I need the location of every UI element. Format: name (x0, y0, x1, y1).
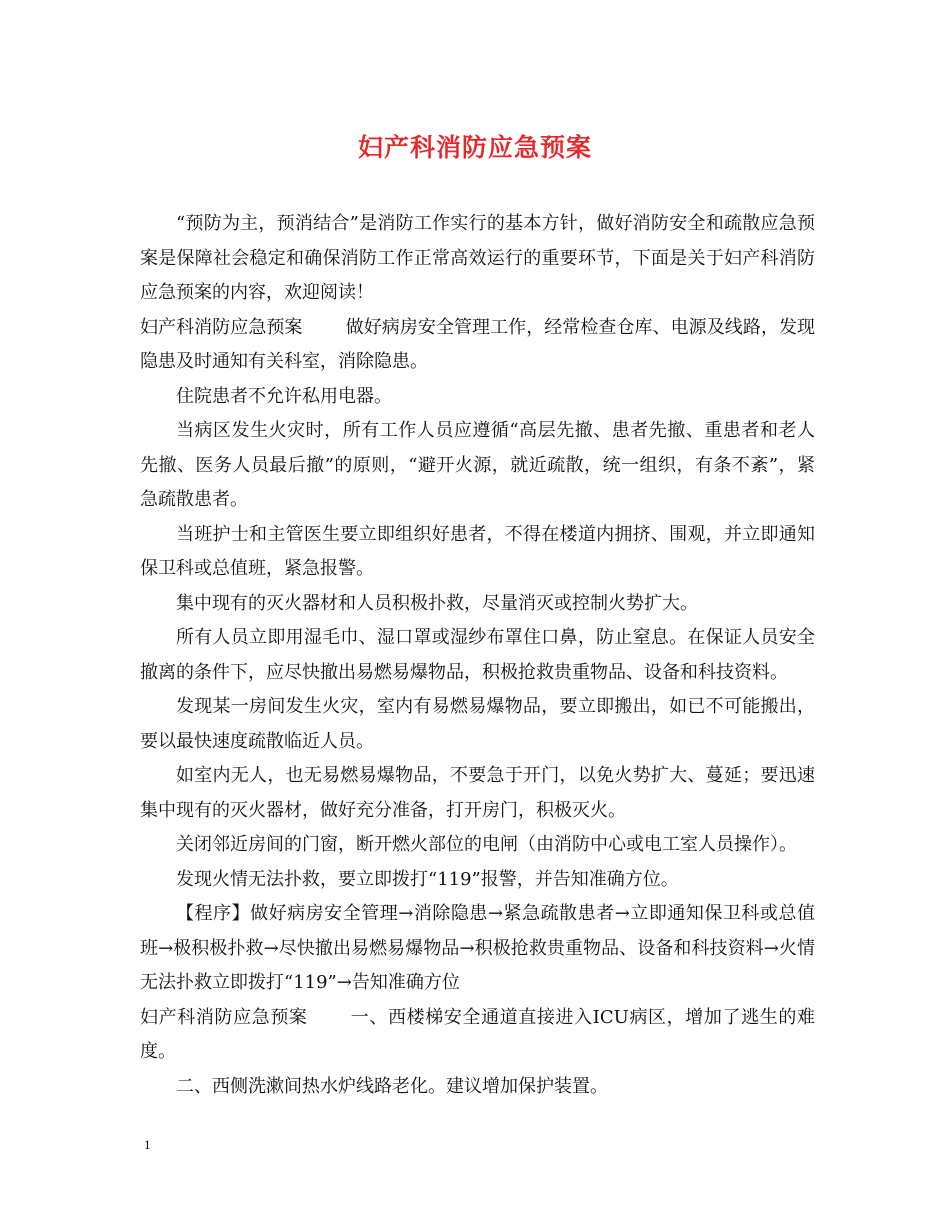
section1-paragraph: 当病区发生火灾时，所有工作人员应遵循“高层先撤、患者先撤、重患者和老人先撤、医务人员最后撤”的原则，“避开火源，就近疏散，统一组织，有条不紊”，紧急疏散患者。 (140, 420, 815, 510)
section2-heading: 妇产科消防应急预案 (140, 1006, 308, 1028)
document-title: 妇产科消防应急预案 (357, 133, 592, 162)
document-body (140, 207, 815, 1104)
section1-paragraph: 发现某一房间发生火灾，室内有易燃易爆物品，要立即搬出，如已不可能搬出，要以最快速度疏散临近人员。 (140, 696, 815, 752)
section1-paragraph: 发现火情无法扑救，要立即拨打“119”报警，并告知准确方位。 (176, 868, 679, 890)
section1-first-text: 做好病房安全管理工作，经常检查仓库、电源及线路，发现隐患及时通知有关科室，消除隐患。 (140, 316, 816, 372)
section1-paragraph: 所有人员立即用湿毛巾、湿口罩或湿纱布罩住口鼻，防止窒息。在保证人员安全撤离的条件下，应尽快撤出易燃易爆物品，积极抢救贵重物品、设备和科技资料。 (140, 627, 815, 683)
section1-paragraph: 住院患者不允许私用电器。 (176, 385, 392, 407)
section1-paragraph: 如室内无人，也无易燃易爆物品，不要急于开门，以免火势扩大、蔓延；要迅速集中现有的灭火器材，做好充分准备，打开房门，积极灭火。 (140, 765, 815, 821)
section2-first-text: 一、西楼梯安全通道直接进入ICU病区，增加了逃生的难度。 (140, 1006, 815, 1062)
section2-first-paragraph (140, 1001, 815, 1070)
section1-paragraph: 当班护士和主管医生要立即组织好患者，不得在楼道内拥挤、围观，并立即通知保卫科或总值班，紧急报警。 (140, 523, 815, 579)
section2-paragraph: 二、西侧洗漱间热水炉线路老化。建议增加保护装置。 (176, 1075, 608, 1097)
section1-heading: 妇产科消防应急预案 (140, 316, 303, 338)
intro-paragraph: “预防为主，预消结合”是消防工作实行的基本方针，做好消防安全和疏散应急预案是保障社会稳定和确保消防工作正常高效运行的重要环节，下面是关于妇产科消防应急预案的内容，欢迎阅读！ (140, 213, 815, 303)
section1-first-paragraph (140, 311, 815, 380)
section1-paragraph: 关闭邻近房间的门窗，断开燃火部位的电闸（由消防中心或电工室人员操作）。 (176, 834, 797, 855)
procedure-paragraph: 【程序】做好病房安全管理→消除隐患→紧急疏散患者→立即通知保卫科或总值班→极积极扑救→尽快撤出易燃易爆物品→积极抢救贵重物品、设备和科技资料→火情无法扑救立即拨打“119”→告知准确方位 (140, 903, 815, 993)
section1-paragraph: 集中现有的灭火器材和人员积极扑救，尽量消灭或控制火势扩大。 (176, 592, 698, 614)
page-number: 1 (144, 1137, 151, 1152)
